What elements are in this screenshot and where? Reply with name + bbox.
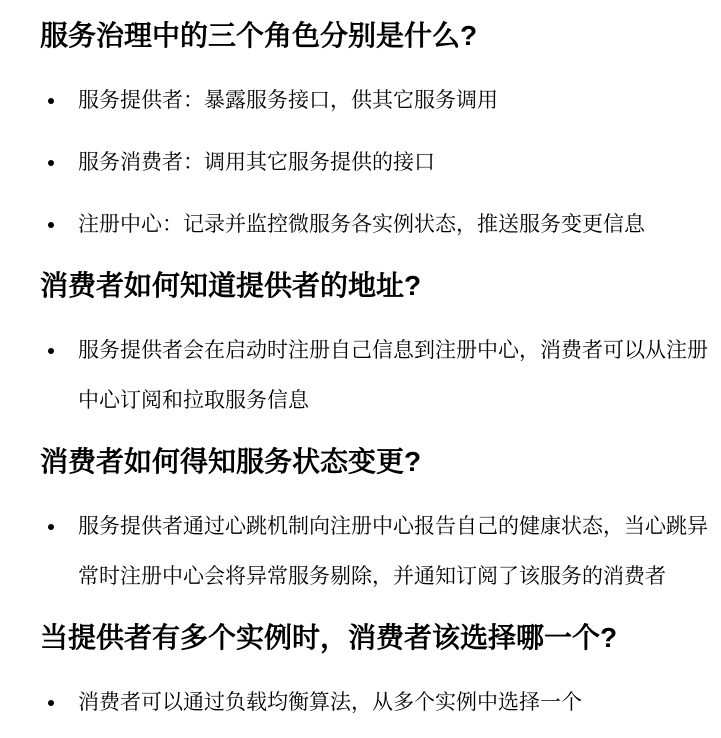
answer-item xyxy=(40,76,716,126)
question-heading: 服务治理中的三个角色分别是什么? xyxy=(40,20,478,51)
bullet-icon xyxy=(48,524,54,530)
question-heading: 消费者如何知道提供者的地址? xyxy=(40,270,422,301)
answer-item xyxy=(40,138,716,188)
answer-item xyxy=(40,502,716,602)
answer-text: 消费者可以通过负载均衡算法，从多个实例中选择一个 xyxy=(78,691,582,714)
question-heading: 消费者如何得知服务状态变更? xyxy=(40,446,422,477)
answer-item xyxy=(40,326,716,426)
answer-list xyxy=(40,678,716,728)
bullet-icon xyxy=(48,160,54,166)
answer-item xyxy=(40,678,716,728)
bullet-icon xyxy=(48,222,54,228)
section-status-change xyxy=(40,442,716,602)
answer-text: 服务提供者：暴露服务接口，供其它服务调用 xyxy=(78,89,498,112)
section-instance-selection xyxy=(40,618,716,728)
answer-text: 服务消费者：调用其它服务提供的接口 xyxy=(78,151,435,174)
answer-list xyxy=(40,502,716,602)
section-service-roles xyxy=(40,16,716,250)
bullet-icon xyxy=(48,348,54,354)
answer-item xyxy=(40,200,716,250)
question-heading: 当提供者有多个实例时，消费者该选择哪一个? xyxy=(40,622,618,653)
bullet-icon xyxy=(48,98,54,104)
answer-text: 服务提供者会在启动时注册自己信息到注册中心，消费者可以从注册中心订阅和拉取服务信息 xyxy=(78,339,708,412)
section-provider-address xyxy=(40,266,716,426)
answer-list xyxy=(40,326,716,426)
answer-text: 服务提供者通过心跳机制向注册中心报告自己的健康状态，当心跳异常时注册中心会将异常服务剔除，并通知订阅了该服务的消费者 xyxy=(78,515,708,588)
answer-text: 注册中心：记录并监控微服务各实例状态，推送服务变更信息 xyxy=(78,213,645,236)
answer-list xyxy=(40,76,716,250)
bullet-icon xyxy=(48,700,54,706)
